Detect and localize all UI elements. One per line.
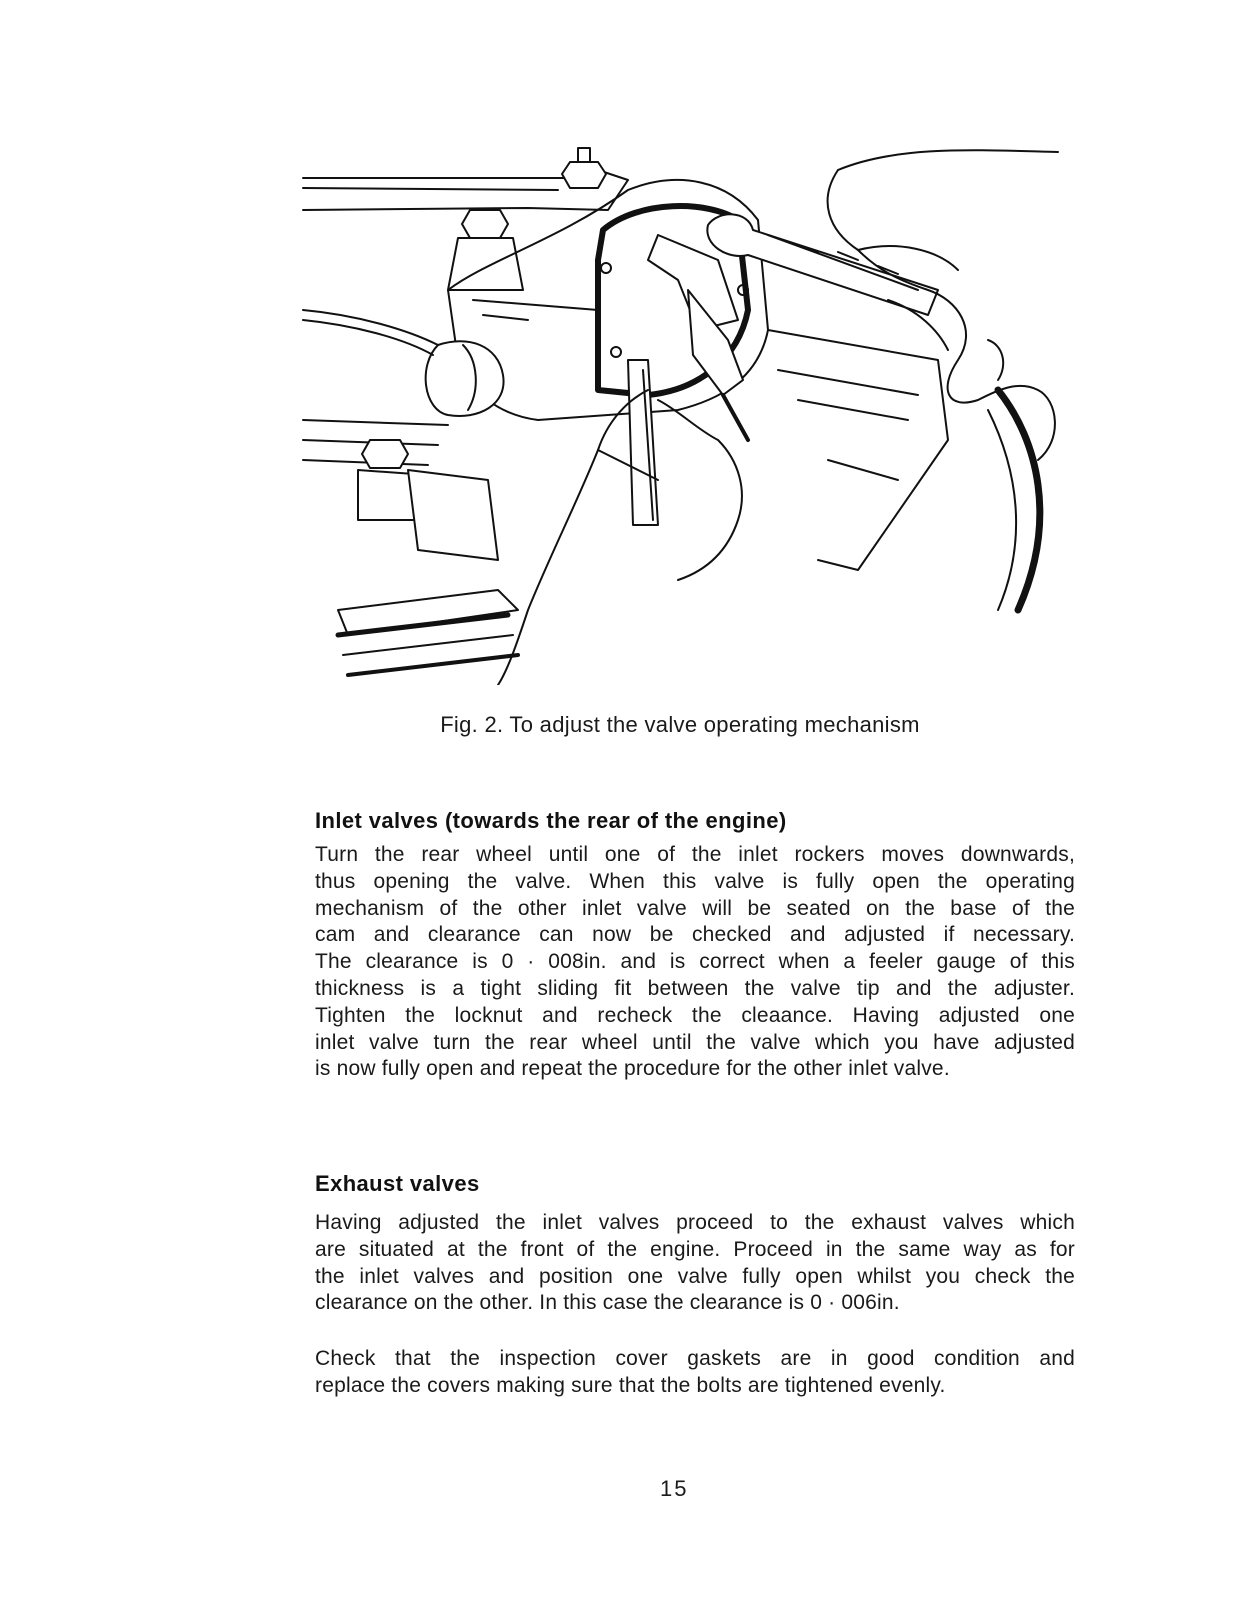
section-body-exhaust-valves (315, 1210, 1075, 1317)
paragraph-line: thickness is a tight sliding fit between the valve tip and the adjuster. (315, 976, 1075, 1000)
paragraph-line: Tighten the locknut and recheck the cleaance. Having adjusted one (315, 1003, 1075, 1027)
figure-illustration (298, 140, 1068, 685)
paragraph-line: mechanism of the other inlet valve will be seated on the base of the (315, 896, 1075, 920)
paragraph-line: Check that the inspection cover gaskets are in good condition and (315, 1347, 1075, 1370)
page-number: 15 (660, 1476, 689, 1501)
figure-caption: Fig. 2. To adjust the valve operating mechanism (440, 712, 920, 737)
paragraph-line: the inlet valves and position one valve fully open whilst you check the (315, 1264, 1075, 1288)
section-heading-exhaust-valves: Exhaust valves (315, 1171, 480, 1196)
section-body-inlet-valves (315, 842, 1075, 1083)
paragraph-line: inlet valve turn the rear wheel until the valve which you have adjusted (315, 1030, 1075, 1054)
paragraph-line: are situated at the front of the engine. Proceed in the same way as for (315, 1237, 1075, 1261)
paragraph-line: replace the covers making sure that the bolts are tightened evenly. (315, 1373, 946, 1397)
paragraph-line: Having adjusted the inlet valves proceed to the exhaust valves which (315, 1211, 1075, 1234)
paragraph-line: clearance on the other. In this case the clearance is 0 · 006in. (315, 1291, 900, 1315)
paragraph-line: cam and clearance can now be checked and adjusted if necessary. (315, 923, 1075, 947)
section-heading-inlet-valves: Inlet valves (towards the rear of the engine) (315, 808, 787, 833)
section-body-inspection-cover (315, 1346, 1075, 1400)
paragraph-line: The clearance is 0 · 008in. and is correct when a feeler gauge of this (315, 950, 1075, 974)
engine-valve-drawing (298, 140, 1068, 685)
paragraph-line: is now fully open and repeat the procedure for the other inlet valve. (315, 1057, 950, 1081)
paragraph-line: thus opening the valve. When this valve is fully open the operating (315, 869, 1075, 893)
paragraph-line: Turn the rear wheel until one of the inlet rockers moves downwards, (315, 843, 1075, 866)
